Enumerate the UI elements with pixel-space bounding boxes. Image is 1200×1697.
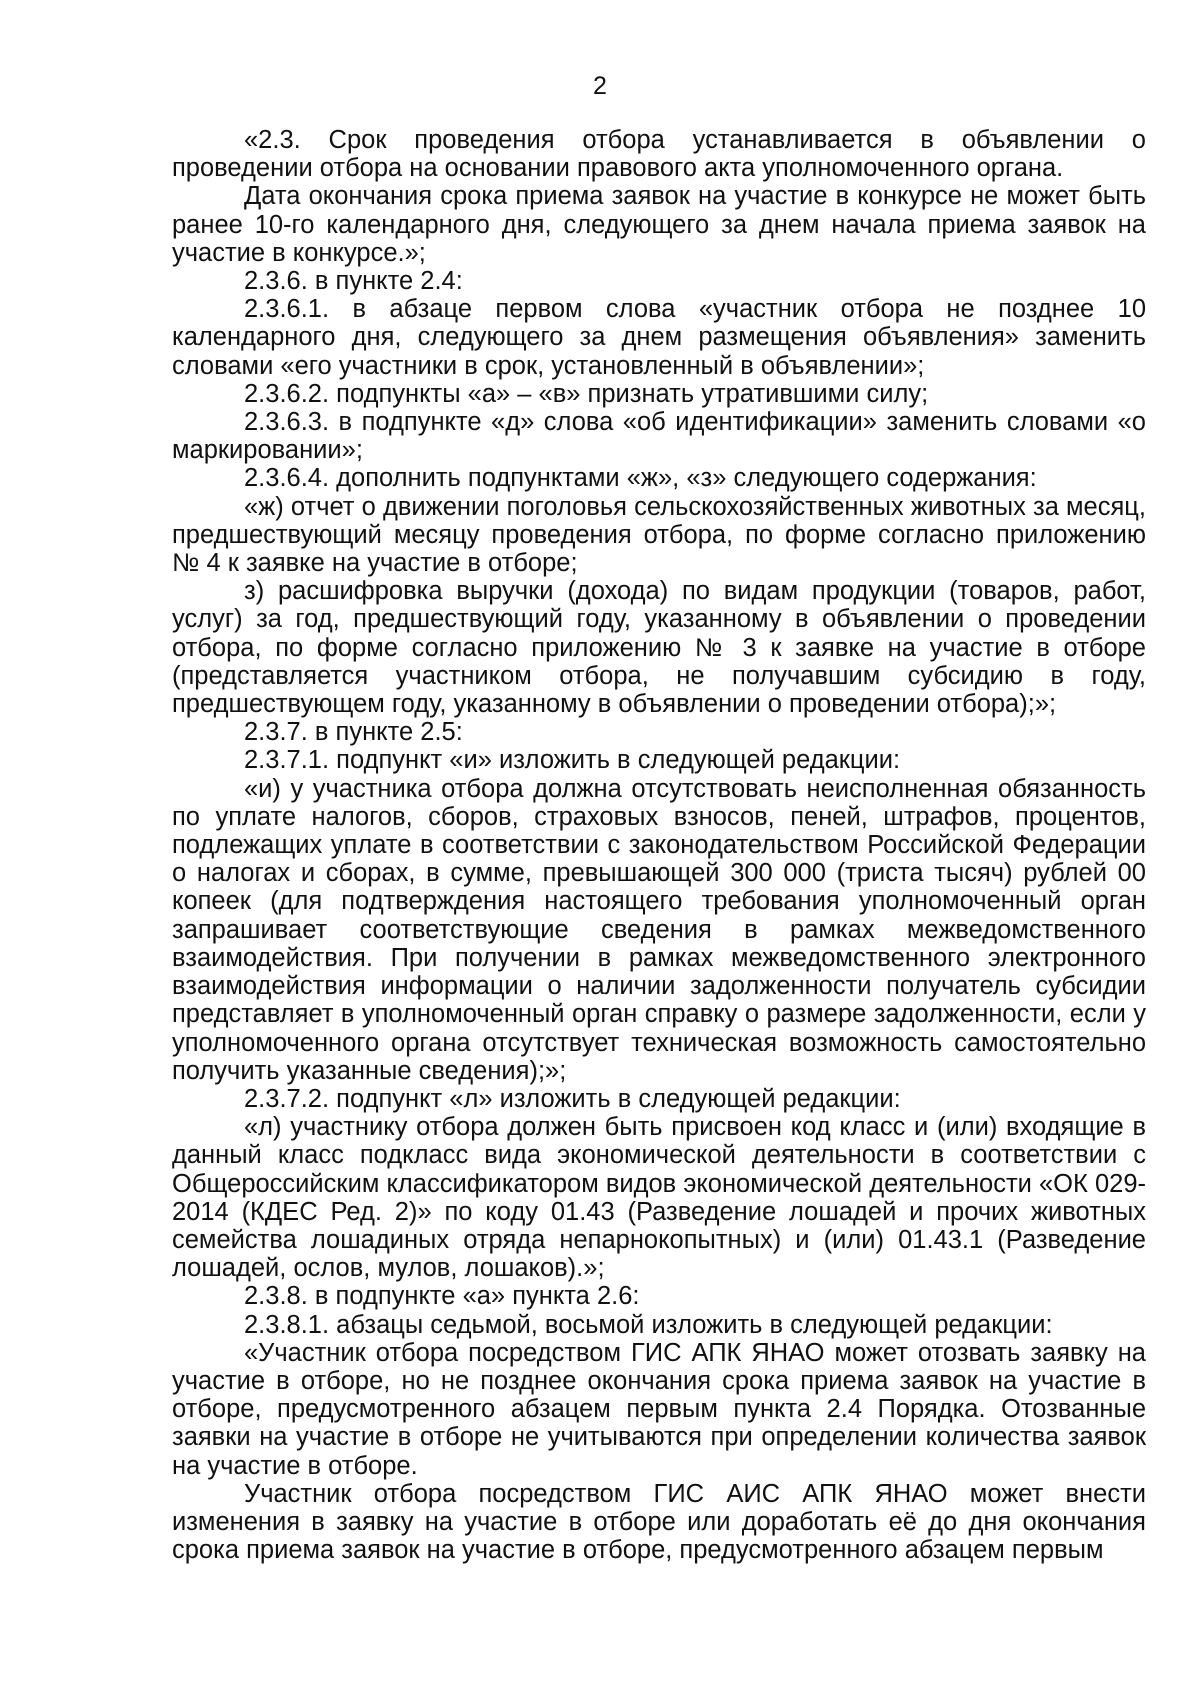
paragraph-2-3-8-1: 2.3.8.1. абзацы седьмой, восьмой изложить в следующей редакции: — [244, 1310, 1053, 1339]
paragraph-amend-application: Участник отбора посредством ГИС АИС АПК ЯНАО может внести изменения в заявку на участие в отборе или доработать её до дня окончания срока приема заявок на участие в отборе, предусмотренного абзацем первым — [172, 1479, 1146, 1565]
paragraph-2-3-7-2: 2.3.7.2. подпункт «л» изложить в следующей редакции: — [244, 1084, 901, 1113]
paragraph-2-3-6: 2.3.6. в пункте 2.4: — [244, 267, 463, 296]
paragraph-2-3-7-1: 2.3.7.1. подпункт «и» изложить в следующей редакции: — [244, 746, 901, 775]
paragraph-subitem-zh: «ж) отчет о движении поголовья сельскохозяйственных животных за месяц, предшествующий месяцу проведения отбора, по форме согласно приложению № 4 к заявке на участие в отборе; — [172, 492, 1146, 578]
paragraph-2-3-6-4: 2.3.6.4. дополнить подпунктами «ж», «з» следующего содержания: — [244, 464, 1037, 493]
paragraph-withdraw-application: «Участник отбора посредством ГИС АПК ЯНАО может отозвать заявку на участие в отборе, но не позднее окончания срока приема заявок на участие в отборе, предусмотренного абзацем первым пункта 2.4 Порядка. Отозванные заявки на участие в отборе не учитываются при определении количества заявок на участие в отборе. — [172, 1338, 1146, 1480]
paragraph-2-3-6-3: 2.3.6.3. в подпункте «д» слова «об идентификации» заменить словами «о маркировании»; — [172, 408, 1146, 465]
paragraph-2-3: «2.3. Срок проведения отбора устанавливается в объявлении о проведении отбора на основании правового акта уполномоченного органа. — [172, 126, 1146, 183]
paragraph-2-3-6-2: 2.3.6.2. подпункты «а» – «в» признать утратившими силу; — [244, 379, 929, 408]
paragraph-deadline: Дата окончания срока приема заявок на участие в конкурсе не может быть ранее 10-го календарного дня, следующего за днем начала приема заявок на участие в конкурсе.»; — [172, 182, 1146, 267]
paragraph-2-3-6-1: 2.3.6.1. в абзаце первом слова «участник отбора не позднее 10 календарного дня, следующего за днем размещения объявления» заменить словами «его участники в срок, установленный в объявлении»; — [172, 295, 1146, 380]
paragraph-subitem-l: «л) участнику отбора должен быть присвоен код класс и (или) входящие в данный класс подкласс вида экономической деятельности в соответствии с Общероссийским классификатором видов экономической деятельности «ОК 029-2014 (КДЕС Ред. 2)» по коду 01.43 (Разведение лошадей и прочих животных семейства лошадиных отряда непарнокопытных) и (или) 01.43.1 (Разведение лошадей, ослов, мулов, лошаков).»; — [172, 1113, 1146, 1283]
paragraph-subitem-i: «и) у участника отбора должна отсутствовать неисполненная обязанность по уплате налогов, сборов, страховых взносов, пеней, штрафов, процентов, подлежащих уплате в соответствии с законодательством Российской Федерации о налогах и сборах, в сумме, превышающей 300 000 (триста тысяч) рублей 00 копеек (для подтверждения настоящего требования уполномоченный орган запрашивает соответствующие сведения в рамках межведомственного взаимодействия. При получении в рамках межведомственного электронного взаимодействия информации о наличии задолженности получатель субсидии представляет в уполномоченный орган справку о размере задолженности, если у уполномоченного органа отсутствует техническая возможность самостоятельно получить указанные сведения);»; — [172, 774, 1146, 1085]
paragraph-subitem-z: з) расшифровка выручки (дохода) по видам продукции (товаров, работ, услуг) за год, предшествующий году, указанному в объявлении о проведении отбора, по форме согласно приложению № 3 к заявке на участие в отборе (представляется участником отбора, не получавшим субсидию в году, предшествующем году, указанному в объявлении о проведении отбора);»; — [172, 577, 1146, 719]
page-number: 2 — [593, 72, 607, 100]
paragraph-2-3-8: 2.3.8. в подпункте «а» пункта 2.6: — [244, 1282, 640, 1311]
paragraph-2-3-7: 2.3.7. в пункте 2.5: — [244, 718, 463, 747]
document-body — [172, 126, 1146, 1564]
